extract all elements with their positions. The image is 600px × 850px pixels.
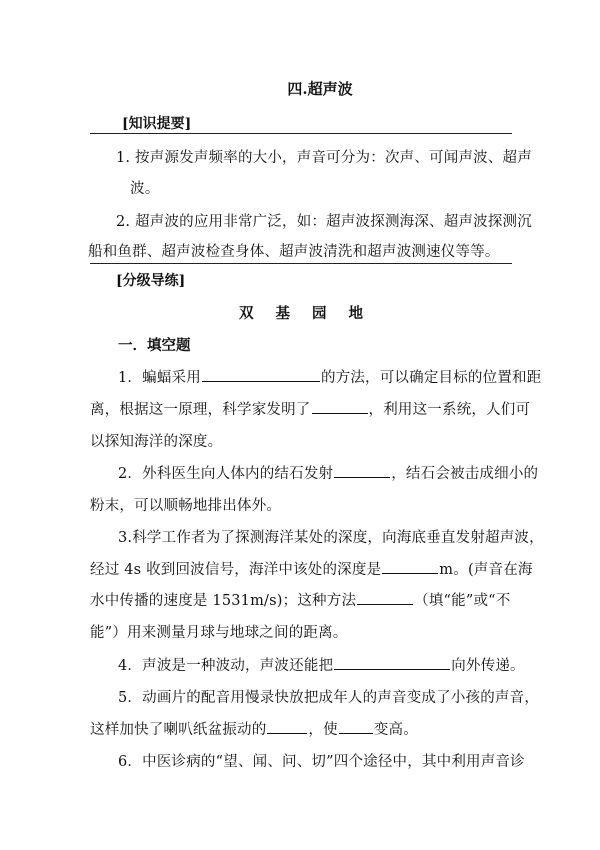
question-6-line-1: 6．中医诊病的“望、闻、问、切”四个途径中，其中利用声音诊 bbox=[118, 754, 525, 770]
section-title: 一．填空题 bbox=[118, 337, 191, 354]
practice-heading: [分级导练] bbox=[116, 273, 186, 289]
question-1-line-3: 以探知海洋的深度。 bbox=[90, 434, 223, 450]
q5-blank-2[interactable] bbox=[339, 719, 373, 734]
question-2-line-2: 粉末，可以顺畅地排出体外。 bbox=[90, 498, 282, 514]
knowledge-item-2-line-2: 船和鱼群、超声波检查身体、超声波清洗和超声波测速仪等等。 bbox=[88, 244, 500, 260]
knowledge-heading: [知识提要] bbox=[122, 116, 192, 132]
question-4-line-1 bbox=[118, 654, 525, 675]
q4-text-b: 向外传递。 bbox=[451, 658, 525, 674]
page-title: 四.超声波 bbox=[287, 80, 353, 98]
q5-blank-1[interactable] bbox=[267, 719, 307, 734]
knowledge-item-2-line-1: 2. 超声波的应用非常广泛，如：超声波探测海深、超声波探测沉 bbox=[116, 214, 532, 230]
divider-top bbox=[90, 133, 512, 134]
q1-text-c: 离，根据这一原理，科学家发明了 bbox=[90, 402, 311, 418]
q3-text-c: m。(声音在海 bbox=[439, 562, 533, 578]
q2-text-b: ，结石会被击成细小的 bbox=[391, 466, 539, 482]
q3-blank-2[interactable] bbox=[357, 590, 413, 605]
question-1-line-1 bbox=[118, 366, 541, 387]
q5-text-d: 变高。 bbox=[373, 722, 418, 738]
q4-text-a: 4．声波是一种波动，声波还能把 bbox=[118, 658, 334, 674]
q2-blank-1[interactable] bbox=[334, 463, 390, 478]
q3-blank-1[interactable] bbox=[382, 559, 438, 574]
question-5-line-2 bbox=[90, 718, 418, 739]
q1-text-d: ，利用这一系统，人们可 bbox=[368, 402, 531, 418]
question-3-line-1: 3.科学工作者为了探测海洋某处的深度，向海底垂直发射超声波， bbox=[118, 530, 544, 546]
question-3-line-3 bbox=[90, 589, 511, 610]
q1-text-b: 的方法，可以确定目标的位置和距 bbox=[320, 370, 542, 386]
question-5-line-1: 5．动画片的配音用慢录快放把成年人的声音变成了小孩的声音， bbox=[118, 690, 540, 706]
q1-blank-1[interactable] bbox=[202, 367, 320, 382]
question-1-line-2 bbox=[90, 398, 530, 419]
q2-text-a: 2．外科医生向人体内的结石发射 bbox=[118, 466, 334, 482]
knowledge-item-1-line-1: 1. 按声源发声频率的大小，声音可分为：次声、可闻声波、超声 bbox=[116, 150, 532, 166]
q1-blank-2[interactable] bbox=[312, 399, 368, 414]
q3-text-b: 经过 4s 收到回波信号，海洋中该处的深度是 bbox=[90, 562, 382, 578]
divider-bottom bbox=[90, 263, 512, 264]
q4-blank-1[interactable] bbox=[334, 655, 450, 670]
center-title: 双基园地 bbox=[239, 305, 385, 322]
q3-text-d: 水中传播的速度是 1531m/s)；这种方法 bbox=[90, 593, 357, 609]
question-3-line-4: 能”）用来测量月球与地球之间的距离。 bbox=[90, 625, 348, 641]
q5-text-b: 这样加快了喇叭纸盆振动的 bbox=[90, 722, 267, 738]
question-2-line-1 bbox=[118, 462, 538, 483]
q1-text-a: 1．蝙蝠采用 bbox=[118, 370, 201, 386]
q3-text-e: （填“能”或“不 bbox=[414, 593, 511, 609]
question-3-line-2 bbox=[90, 558, 533, 579]
knowledge-item-1-line-2: 波。 bbox=[130, 181, 160, 197]
q5-text-c: ，使 bbox=[308, 722, 338, 738]
